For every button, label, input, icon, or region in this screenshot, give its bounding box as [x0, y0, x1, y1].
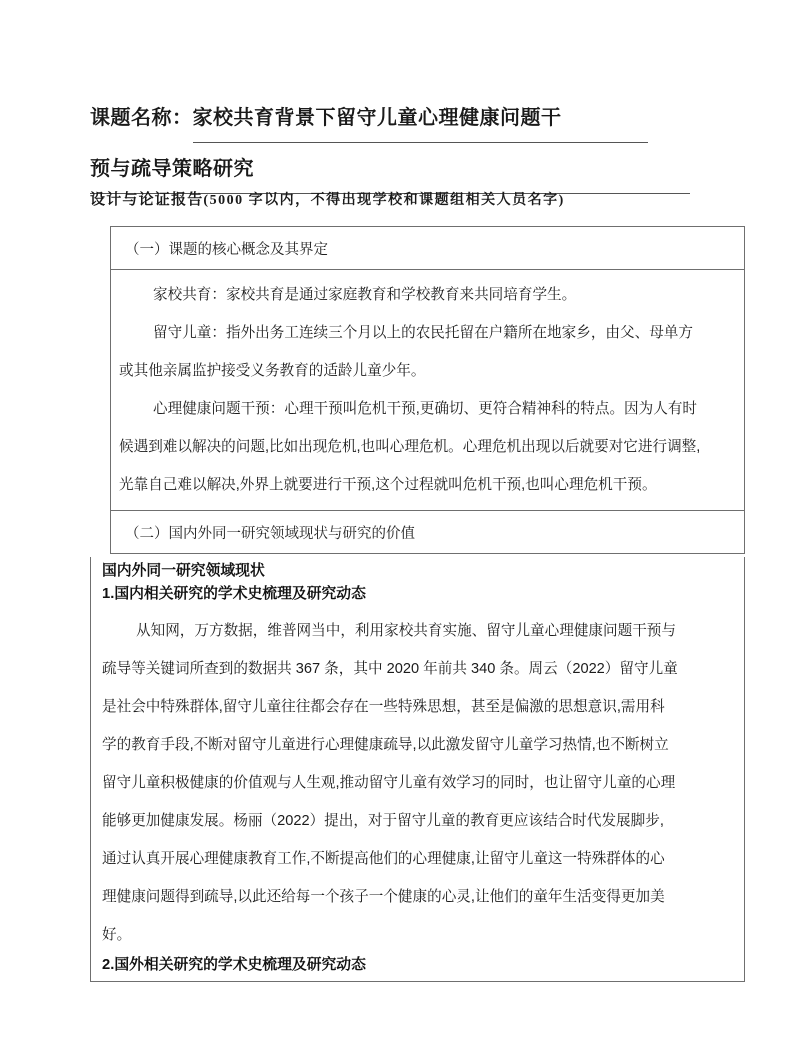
paragraph-ganyu-2: 候遇到难以解决的问题,比如出现危机,也叫心理危机。心理危机出现以后就要对它进行调整, — [119, 439, 701, 455]
lower-paragraph-line-4: 学的教育手段,不断对留守儿童进行心理健康疏导,以此激发留守儿童学习热情,也不断树立 — [102, 737, 669, 753]
paragraph-ganyu-1: 心理健康问题干预：心理干预叫危机干预,更确切、更符合精神科的特点。因为人有时 — [153, 401, 698, 417]
title-text-line2: 预与疏导策略研究 — [90, 147, 690, 194]
title-label: 课题名称： — [90, 107, 193, 129]
lower-paragraph-line-9: 好。 — [102, 927, 132, 943]
section-one-body-cell — [111, 270, 745, 511]
paragraph-liushou-2: 或其他亲属监护接受义务教育的适龄儿童少年。 — [119, 363, 426, 379]
section-one-heading: （一）课题的核心概念及其界定 — [125, 242, 328, 258]
lower-paragraph-line-6: 能够更加健康发展。杨丽（2022）提出，对于留守儿童的教育更应该结合时代发展脚步, — [102, 813, 664, 829]
lower-heading-domestic-research: 1.国内相关研究的学术史梳理及研究动态 — [102, 586, 366, 602]
lower-paragraph-line-5: 留守儿童积极健康的价值观与人生观,推动留守儿童有效学习的同时，也让留守儿童的心理 — [102, 775, 676, 791]
table-row — [111, 511, 745, 554]
title-line-2 — [90, 147, 690, 194]
paragraph-ganyu-3: 光靠自己难以解决,外界上就要进行干预,这个过程就叫危机干预,也叫心理危机干预。 — [119, 477, 657, 493]
document-title-block — [90, 96, 690, 194]
lower-content-block — [90, 557, 745, 982]
lower-paragraph-line-1: 从知网，万方数据，维普网当中，利用家校共育实施、留守儿童心理健康问题干预与 — [136, 623, 676, 639]
lower-paragraph-line-8: 理健康问题得到疏导,以此还给每一个孩子一个健康的心灵,让他们的童年生活变得更加美 — [102, 889, 665, 905]
content-table — [110, 226, 745, 554]
lower-paragraph-line-7: 通过认真开展心理健康教育工作,不断提高他们的心理健康,让留守儿童这一特殊群体的心 — [102, 851, 665, 867]
report-note-main: 设计与论证报告 — [90, 192, 204, 208]
title-line-1 — [90, 96, 690, 143]
section-two-heading: （二）国内外同一研究领域现状与研究的价值 — [125, 526, 415, 542]
lower-heading-foreign-research: 2.国外相关研究的学术史梳理及研究动态 — [102, 957, 366, 973]
section-one-heading-cell — [111, 227, 745, 270]
paragraph-liushou-1: 留守儿童：指外出务工连续三个月以上的农民托留在户籍所在地家乡，由父、母单方 — [153, 325, 693, 341]
title-text-line1: 家校共育背景下留守儿童心理健康问题干 — [193, 96, 648, 143]
report-note-paren: (5000 字以内，不得出现学校和课题组相关人员名字) — [203, 193, 565, 208]
lower-paragraph-line-3: 是社会中特殊群体,留守儿童往往都会存在一些特殊思想，甚至是偏激的思想意识,需用科 — [102, 699, 665, 715]
table-row — [111, 227, 745, 270]
lower-heading-domestic-status: 国内外同一研究领域现状 — [102, 563, 265, 579]
paragraph-jiaxiao: 家校共育：家校共育是通过家庭教育和学校教育来共同培育学生。 — [153, 287, 577, 303]
table-row — [111, 270, 745, 511]
report-note — [90, 188, 565, 209]
lower-paragraph-line-2: 疏导等关键词所查到的数据共 367 条，其中 2020 年前共 340 条。周云（2022）留守儿童 — [102, 661, 678, 677]
section-two-heading-cell — [111, 511, 745, 554]
